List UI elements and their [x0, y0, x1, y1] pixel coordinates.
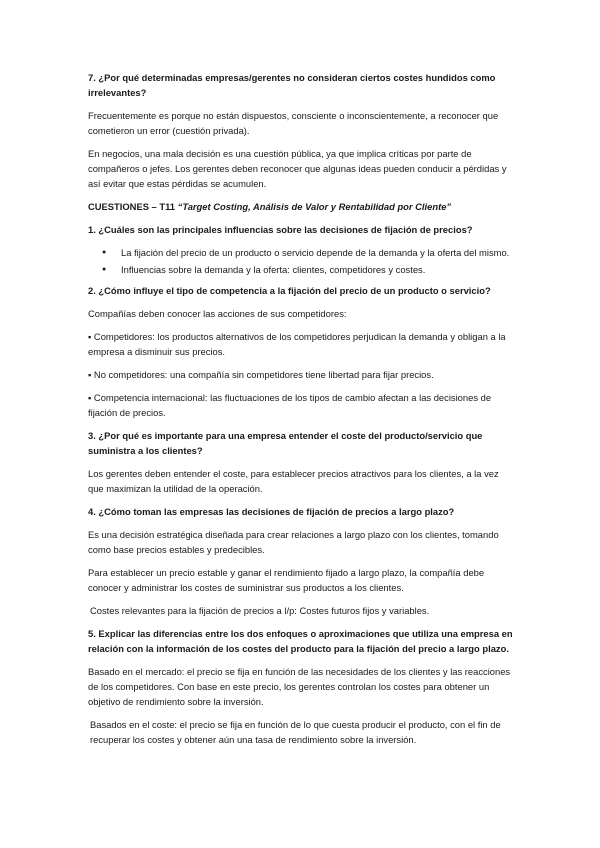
question-2-paragraph-2: ▪ Competidores: los productos alternativos de los competidores perjudican la demanda y obligan a la empresa a disminuir sus precios.: [88, 331, 506, 357]
question-7-paragraph-2: En negocios, una mala decisión es una cuestión pública, ya que implica críticas por parte de compañeros o jefes. Los gerentes deben reconocer que algunas ideas pueden conducir a pérdidas y así evitar que estas pérdidas se acumulen.: [88, 148, 507, 189]
question-2-paragraph-4: ▪ Competencia internacional: las fluctuaciones de los tipos de cambio afectan a las decisiones de fijación de precios.: [88, 392, 492, 418]
question-5-paragraph-2: Basados en el coste: el precio se fija en función de lo que cuesta producir el producto, con el fin de recuperar los costes y obtener aún una tasa de rendimiento sobre la inversión.: [90, 719, 501, 745]
question-7-title: 7. ¿Por qué determinadas empresas/gerentes no consideran ciertos costes hundidos como irrelevantes?: [88, 72, 496, 98]
question-4-paragraph-1: Es una decisión estratégica diseñada para crear relaciones a largo plazo con los clientes, tomando como base precios estables y predecibles.: [88, 529, 499, 555]
question-5-paragraph-1: Basado en el mercado: el precio se fija en función de las necesidades de los clientes y las reacciones de los competidores. Con base en este precio, los gerentes controlan los costes para obtener un objetivo de rendimiento sobre la inversión.: [88, 666, 511, 707]
question-2-paragraph-3: ▪ No competidores: una compañía sin competidores tiene libertad para fijar precios.: [88, 369, 434, 380]
section-heading: [88, 199, 513, 214]
question-2-title: 2. ¿Cómo influye el tipo de competencia a la fijación del precio de un producto o servicio?: [88, 285, 491, 296]
list-item: ● Influencias sobre la demanda y la oferta: clientes, competidores y costes.: [88, 262, 513, 277]
question-4-paragraph-2: Para establecer un precio estable y ganar el rendimiento fijado a largo plazo, la compañía debe conocer y administrar los costes de suministrar sus productos a los clientes.: [88, 567, 485, 593]
question-2-paragraph-1: Compañías deben conocer las acciones de sus competidores:: [88, 308, 347, 319]
section-prefix: CUESTIONES – T11: [88, 201, 178, 212]
question-1-title: 1. ¿Cuáles son las principales influencias sobre las decisiones de fijación de precios?: [88, 224, 473, 235]
document-page: [88, 70, 513, 755]
question-7-paragraph-1: Frecuentemente es porque no están dispuestos, consciente o inconscientemente, a reconocer que cometieron un error (cuestión privada).: [88, 110, 499, 136]
list-item: ● La fijación del precio de un producto o servicio depende de la demanda y la oferta del mismo.: [88, 245, 513, 260]
question-3-title: 3. ¿Por qué es importante para una empresa entender el coste del producto/servicio que suministra a los clientes?: [88, 430, 483, 456]
question-1-bullet-list: [88, 245, 513, 277]
question-5-title: 5. Explicar las diferencias entre los dos enfoques o aproximaciones que utiliza una empresa en relación con la información de los costes del producto para la fijación del precio a largo plazo.: [88, 628, 513, 654]
question-4-title: 4. ¿Cómo toman las empresas las decisiones de fijación de precios a largo plazo?: [88, 506, 455, 517]
section-title: “Target Costing, Análisis de Valor y Rentabilidad por Cliente”: [177, 201, 452, 212]
question-4-paragraph-3: Costes relevantes para la fijación de precios a l/p: Costes futuros fijos y variables.: [90, 605, 430, 616]
question-3-paragraph-1: Los gerentes deben entender el coste, para establecer precios atractivos para los clientes, a la vez que maximizan la utilidad de la operación.: [88, 468, 499, 494]
